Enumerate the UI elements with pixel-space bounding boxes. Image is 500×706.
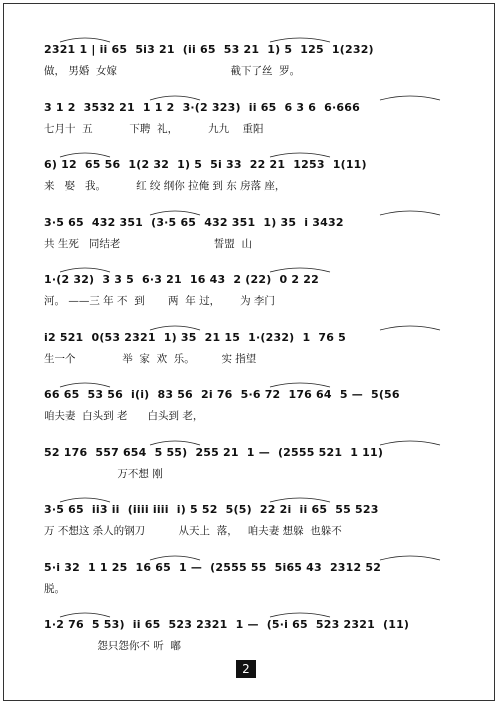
slur-arc [60, 38, 110, 42]
lyrics-line: 脱。 [44, 583, 65, 595]
notation-line: 3·5 65 ii3 ii (iiii iiii i) 5 52 5(5) 22 2i ii 65 55 523 [44, 503, 379, 516]
slur-arc [60, 383, 110, 387]
slur-arc [60, 498, 110, 502]
slur-arc [270, 498, 330, 502]
music-system [0, 546, 500, 598]
lyrics-line: 共 生死 同结老 誓盟 山 [44, 238, 252, 250]
music-system [0, 258, 500, 310]
notation-line: 2321 1 | ii 65 5i3 21 (ii 65 53 21 1) 5 125 1(232) [44, 43, 374, 56]
slur-arc [380, 441, 440, 445]
notation-line: 3·5 65 432 351 (3·5 65 432 351 1) 35 i 3432 [44, 216, 344, 229]
slur-arc [150, 326, 200, 330]
music-system [0, 488, 500, 540]
slur-arc [380, 326, 440, 330]
slur-arc [270, 268, 330, 272]
music-system [0, 86, 500, 138]
lyrics-line: 生一个 举 家 欢 乐。 实 指望 [44, 353, 257, 365]
notation-line: 3 1 2 3532 21 1 1 2 3·(2 323) ii 65 6 3 6 6·666 [44, 101, 360, 114]
notation-line: 52 176 557 654 5 55) 255 21 1 — (2555 521 1 11) [44, 446, 384, 459]
lyrics-line: 万不想 刚 [44, 468, 163, 480]
lyrics-line: 来 娶 我。 红 绞 纲你 拉俺 到 东 房落 座， [44, 180, 286, 192]
slur-arc [150, 211, 200, 215]
notation-line: 1·(2 32) 3 3 5 6·3 21 16 43 2 (22) 0 2 22 [44, 273, 319, 286]
slur-arc [60, 153, 110, 157]
notation-line: 1·2 76 5 53) ii 65 523 2321 1 — (5·i 65 523 2321 (11) [44, 618, 410, 631]
page-number: 2 [236, 660, 256, 678]
music-system [0, 316, 500, 368]
music-system [0, 28, 500, 80]
music-system [0, 201, 500, 253]
lyrics-line: 万 不想这 杀人的钢刀 从天上 落， 咱夫妻 想躲 也躲不 [44, 525, 342, 537]
slur-arc [150, 96, 200, 100]
lyrics-line: 咱夫妻 白头到 老 白头到 老， [44, 410, 204, 422]
lyrics-line: 七月十 五 下聘 礼， 九九 重阳 [44, 123, 264, 135]
lyrics-line: 怨只怨你不 听 嘟 [44, 640, 181, 652]
lyrics-line: 做， 男婚 女嫁 截下了丝 罗。 [44, 65, 301, 77]
slur-arc [270, 383, 330, 387]
slur-arc [60, 613, 110, 617]
notation-line: i2 521 0(53 2321 1) 35 21 15 1·(232) 1 76 5 [44, 331, 346, 344]
music-system [0, 373, 500, 425]
music-system [0, 143, 500, 195]
slur-arc [150, 556, 200, 560]
slur-arc [270, 153, 330, 157]
notation-line: 66 65 53 56 i(i) 83 56 2i 76 5·6 72 176 64 5 — 5(56 [44, 388, 400, 401]
notation-line: 5·i 32 1 1 25 16 65 1 — (2555 55 5i65 43 2312 52 [44, 561, 382, 574]
music-system [0, 431, 500, 483]
slur-arc [380, 96, 440, 100]
notation-line: 6) 12 65 56 1(2 32 1) 5 5i 33 22 21 1253 1(11) [44, 158, 367, 171]
slur-arc [150, 441, 200, 445]
slur-arc [270, 38, 330, 42]
slur-arc [380, 556, 440, 560]
music-system [0, 603, 500, 655]
slur-arc [270, 613, 330, 617]
slur-arc [60, 268, 110, 272]
slur-arc [380, 211, 440, 215]
lyrics-line: 河。 ——三 年 不 到 两 年 过， 为 李门 [44, 295, 275, 307]
